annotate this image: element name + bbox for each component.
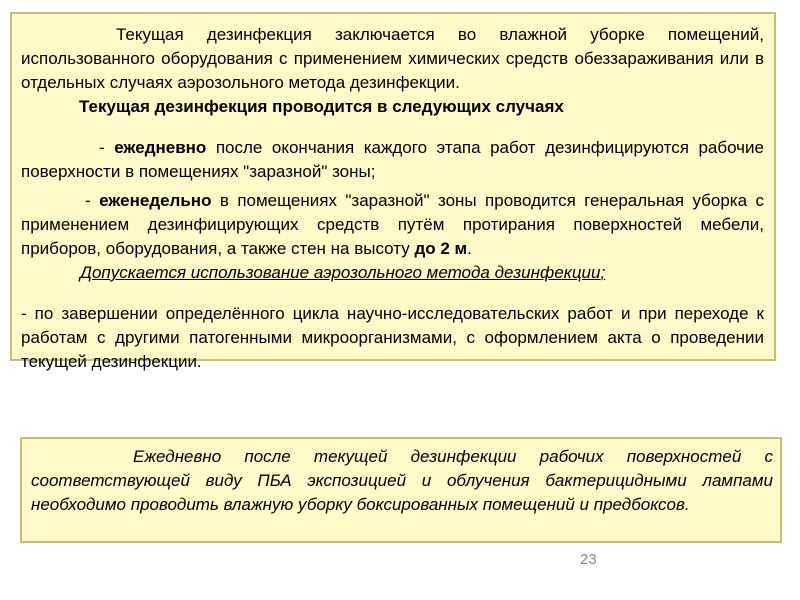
height-limit: до 2 м — [414, 239, 468, 258]
section-heading: Текущая дезинфекция проводится в следующих случаях — [79, 97, 564, 116]
note-box — [20, 437, 782, 543]
note-text: Ежедневно после текущей дезинфекции рабочих поверхностей с соответствующей виду ПБА экспозицией и облучения бактерицидными лампами необходимо проводить влажную уборку боксированных помещений и предбоксов. — [31, 447, 773, 514]
aerosol-heading-end: ; — [600, 263, 606, 282]
daily-dash: - — [99, 138, 115, 157]
weekly-text: в помещениях "заразной" зоны проводится генеральная уборка с применением дезинфицирующих средств путём протирания поверхностей мебели, приборов, оборудования, а также стен на высоту — [21, 191, 764, 258]
aerosol-heading-text: Допускается использование аэрозольного метода дезинфекции — [80, 263, 601, 282]
daily-item — [21, 136, 764, 184]
aerosol-item: - по завершении определённого цикла научно-исследовательских работ и при переходе к работам с другими патогенными микроорганизмами, с оформлением акта о проведении текущей дезинфекции. — [21, 304, 764, 371]
daily-label: ежедневно — [114, 138, 207, 157]
page-number: 23 — [580, 551, 597, 568]
main-text-box — [10, 12, 776, 371]
weekly-label: еженедельно — [99, 191, 212, 210]
weekly-dash: - — [85, 191, 100, 210]
weekly-item — [21, 189, 764, 261]
intro-paragraph: Текущая дезинфекция заключается во влажной уборке помещений, использованного оборудования с применением химических средств обеззараживания или в отдельных случаях аэрозольного метода дезинфекции. — [21, 25, 764, 92]
aerosol-heading — [80, 261, 764, 285]
daily-text: после окончания каждого этапа работ дезинфицируются рабочие поверхности в помещениях "заразной" зоны; — [21, 138, 764, 181]
weekly-end: . — [467, 239, 472, 258]
